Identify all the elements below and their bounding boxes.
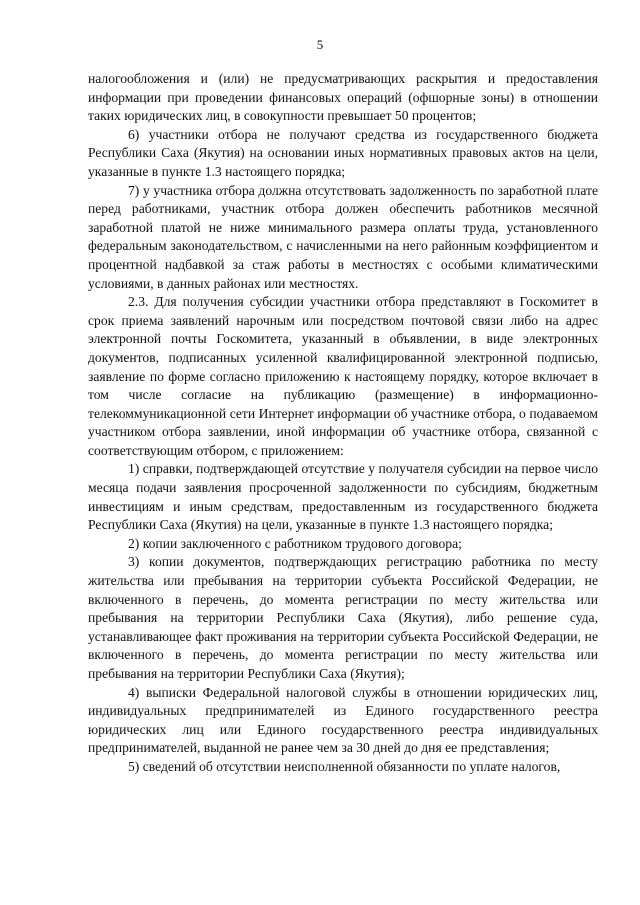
paragraph-section-2-3: 2.3. Для получения субсидии участники отбора представляют в Госкомитет в срок приема заявлений нарочным или посредством почтовой связи либо на адрес электронной почты Госкомитета, указанный в объявлении, в виде электронных документов, подписанных усиленной квалифицированной электронной подписью, заявление по форме согласно приложению к настоящему порядку, которое включает в том числе согласие на публикацию (размещение) в информационно-телекоммуникационной сети Интернет информации об участнике отбора, о подаваемом участником отбора заявлении, иной информации об участнике отбора, связанной с соответствующим отбором, с приложением: [88, 294, 598, 458]
paragraph-attachment-1-certificate: 1) справки, подтверждающей отсутствие у получателя субсидии на первое число месяца подачи заявления просроченной задолженности по субсидиям, бюджетным инвестициям и иным средствам, предоставленным из государственного бюджета Республики Саха (Якутия) на цели, указанные в пункте 1.3 настоящего порядка; [88, 461, 598, 533]
paragraph-attachment-4-tax-extract: 4) выписки Федеральной налоговой службы в отношении юридических лиц, индивидуальных предпринимателей из Единого государственного реестра юридических лиц или Единого государственного реестра индивидуальных предпринимателей, выданной не ранее чем за 30 дней до дня ее представления; [88, 684, 598, 756]
paragraph-item-6-state-budget: 6) участники отбора не получают средства из государственного бюджета Республики Саха (Якутия) на основании иных нормативных правовых актов на цели, указанные в пункте 1.3 настоящего порядка; [88, 126, 598, 179]
document-body [88, 70, 598, 777]
page-number: 5 [316, 37, 324, 52]
paragraph-attachment-5-no-debt: 5) сведений об отсутствии неисполненной обязанности по уплате налогов, [128, 758, 561, 774]
paragraph-item-7-wage-arrears: 7) у участника отбора должна отсутствовать задолженность по заработной плате перед работниками, участник отбора должен обеспечить работников месячной заработной платой не ниже минимального размера оплаты труда, установленного федеральным законодательством, с начисленными на него районным коэффициентом и процентной надбавкой за стаж работы в местностях с особыми климатическими условиями, в данных районах или местностях. [88, 182, 598, 291]
paragraph-attachment-2-contract: 2) копии заключенного с работником трудового договора; [128, 535, 462, 551]
paragraph-attachment-3-registration: 3) копии документов, подтверждающих регистрацию работника по месту жительства или пребывания на территории субъекта Российской Федерации, не включенного в перечень, до момента регистрации по месту жительства или пребывания на территории Республики Саха (Якутия), либо решение суда, устанавливающее факт проживания на территории субъекта Российской Федерации, не включенного в перечень, до момента регистрации по месту жительства или пребывания на территории Республики Саха (Якутия); [88, 554, 598, 681]
paragraph-tax-havens: налогообложения и (или) не предусматривающих раскрытия и предоставления информации при проведении финансовых операций (офшорные зоны) в отношении таких юридических лиц, в совокупности превышает 50 процентов; [88, 71, 598, 124]
